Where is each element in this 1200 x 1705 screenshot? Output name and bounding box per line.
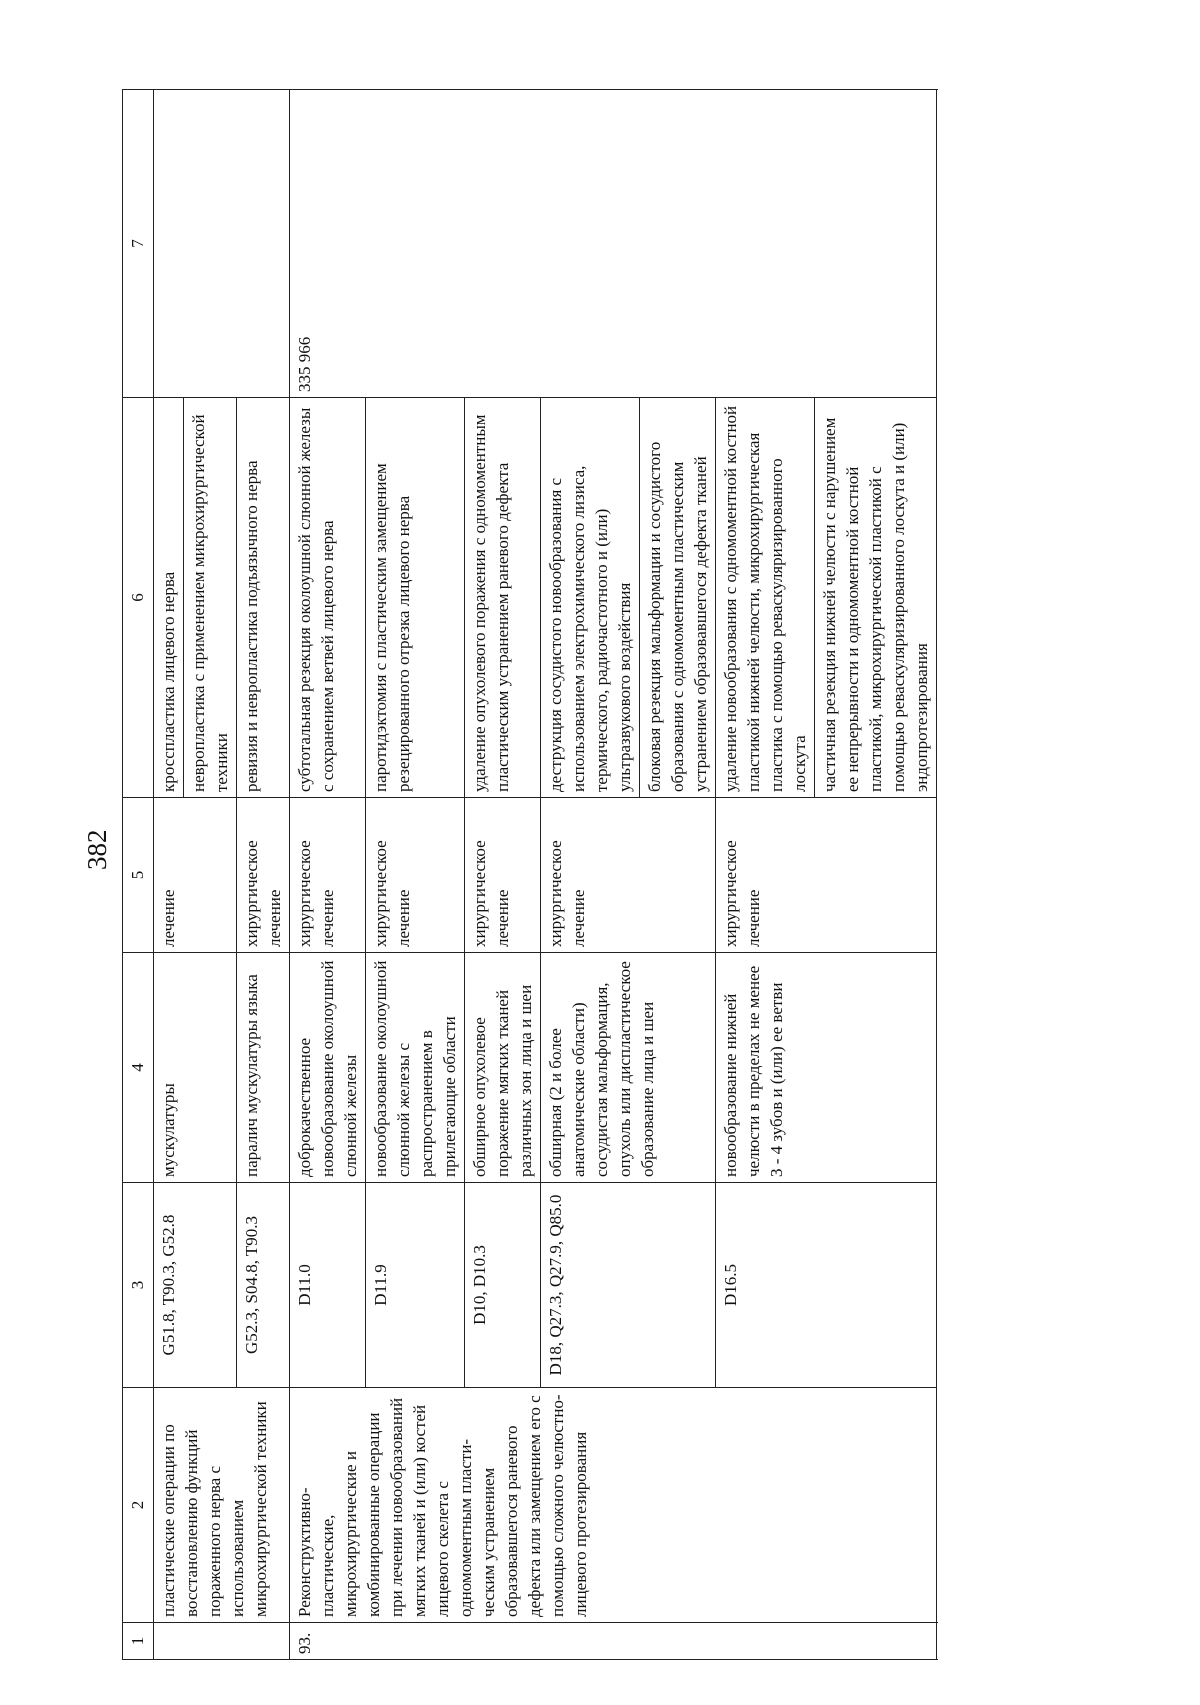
method-cell: ревизия и невропластика подъязычного нерва (237, 398, 290, 798)
header-col-5: 5 (123, 798, 154, 953)
row-number-cell: 93. (290, 1623, 937, 1660)
method-cell: кросспластика лицевого нерва (154, 398, 184, 798)
treatment-type-cell: хирургическое лечение (465, 798, 541, 953)
header-col-7: 7 (123, 90, 154, 398)
patient-model-cell: паралич мускулатуры языка (237, 953, 290, 1183)
treatment-type-cell: хирургическое лечение (716, 798, 937, 953)
treatment-type-cell: хирургическое лечение (237, 798, 290, 953)
rotated-table-wrapper (122, 90, 1200, 1660)
patient-model-cell: новообразование нижней челюсти в пределах не менее 3 - 4 зубов и (или) ее ветви (716, 953, 937, 1183)
treatment-type-cell: хирургическое лечение (541, 798, 716, 953)
patient-model-cell: новообразование околоушной слюнной железы с распространением в прилегающие области (366, 953, 465, 1183)
method-cell: субтотальная резекция околоушной слюнной железы с сохранением ветвей лицевого нерва (290, 398, 366, 798)
method-cell: паротидэктомия с пластическим замещением резецированного отрезка лицевого нерва (366, 398, 465, 798)
method-cell: деструкция сосудистого новообразования с использованием электрохимического лизиса, термического, радиочастотного и (или) ультразвукового воздействия (541, 398, 640, 798)
treatment-type-cell: лечение (154, 798, 237, 953)
codes-cell: D11.0 (290, 1183, 366, 1388)
codes-cell: D11.9 (366, 1183, 465, 1388)
header-col-4: 4 (123, 953, 154, 1183)
header-col-6: 6 (123, 398, 154, 798)
treatment-type-cell: хирургическое лечение (290, 798, 366, 953)
codes-cell: G51.8, T90.3, G52.8 (154, 1183, 237, 1388)
codes-cell: D10, D10.3 (465, 1183, 541, 1388)
patient-model-cell: доброкачественное новообразование околоушной слюнной железы (290, 953, 366, 1183)
method-cell: блоковая резекция мальформации и сосудистого образования с одномоментным пластическим устранением образовавшегося дефекта тканей (640, 398, 716, 798)
patient-model-cell: обширное опухолевое поражение мягких тканей различных зон лица и шеи (465, 953, 541, 1183)
row-number-cell (154, 1623, 290, 1660)
codes-cell: D16.5 (716, 1183, 937, 1388)
price-cell: 335 966 (290, 90, 937, 398)
method-cell: невропластика с применением микрохирургической техники (184, 398, 237, 798)
patient-model-cell: обширная (2 и более анатомические области) сосудистая мальформация, опухоль или диспластическое образование лица и шеи (541, 953, 716, 1183)
group-name-cell: пластические операции по восстановлению функций пораженного нерва с использованием микрохирургической техники (154, 1388, 290, 1623)
method-cell: частичная резекция нижней челюсти с нарушением ее непрерывности и одномоментной костной пластикой, микрохирургической пластикой с помощью реваскуляризированного лоскута и (или) эндопротезирования (815, 398, 937, 798)
method-cell: удаление новообразования с одномоментной костной пластикой нижней челюсти, микрохирургическая пластика с помощью реваскуляризированного лоскута (716, 398, 815, 798)
header-col-1: 1 (123, 1623, 154, 1660)
table-row (290, 90, 366, 1660)
header-col-3: 3 (123, 1183, 154, 1388)
group-name-cell: Реконструктивно-пластические, микрохирургические и комбинированные операции при лечении новообразований мягких тканей и (или) костей лицевого скелета с одномоментным пласти-ческим устранением образовавшегося раневого дефекта или замещением его с помощью сложного челюстно-лицевого протезирования (290, 1388, 937, 1623)
header-row (123, 90, 154, 1660)
table-row (154, 90, 184, 1660)
header-col-2: 2 (123, 1388, 154, 1623)
patient-model-cell: мускулатуры (154, 953, 237, 1183)
method-cell: удаление опухолевого поражения с одномоментным пластическим устранением раневого дефекта (465, 398, 541, 798)
codes-cell: G52.3, S04.8, T90.3 (237, 1183, 290, 1388)
treatment-type-cell: хирургическое лечение (366, 798, 465, 953)
price-cell (154, 90, 290, 398)
treatment-table (122, 89, 937, 1660)
codes-cell: D18, Q27.3, Q27.9, Q85.0 (541, 1183, 716, 1388)
page-number: 382 (82, 829, 112, 870)
